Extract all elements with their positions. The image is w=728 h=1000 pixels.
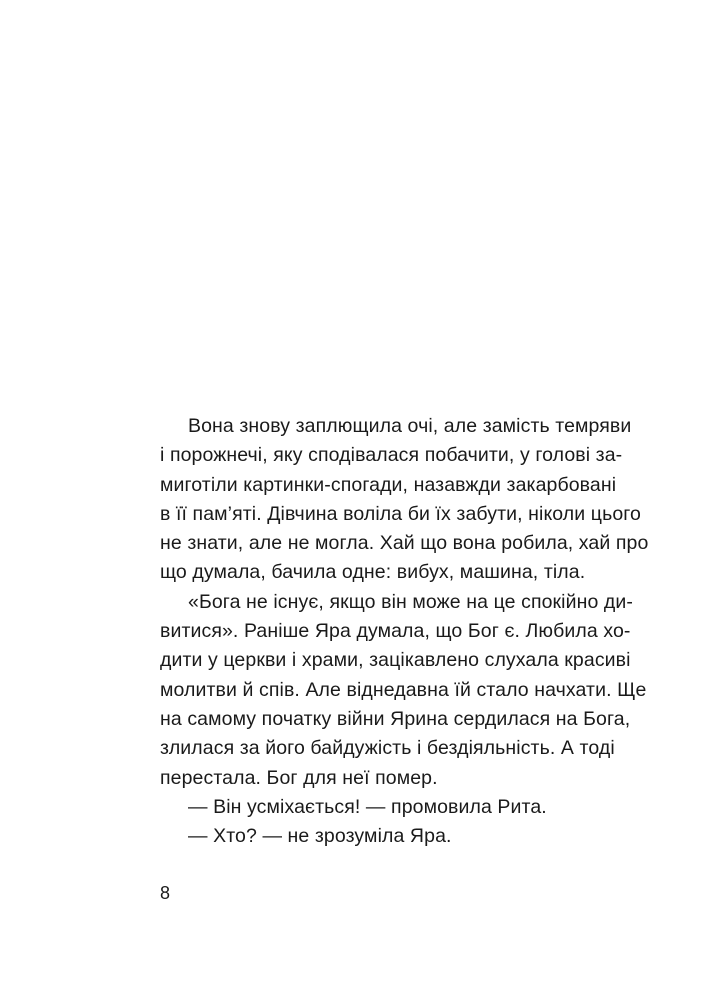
text-line: Вона знову заплющила очі, але замість темряви xyxy=(188,415,632,437)
text-line: витися». Раніше Яра думала, що Бог є. Любила хо- xyxy=(160,620,631,643)
text-line: — Хто? — не зрозуміла Яра. xyxy=(188,825,452,848)
text-line: «Бога не існує, якщо він може на це спокійно ди- xyxy=(188,590,633,613)
page-number: 8 xyxy=(160,883,171,903)
body-text xyxy=(160,412,649,851)
dialogue-line xyxy=(160,793,570,822)
text-line: молитви й спів. Але віднедавна їй стало начхати. Ще xyxy=(160,678,647,701)
text-line: — Він усміхається! — промовила Рита. xyxy=(188,795,547,818)
text-line: дити у церкви і храми, зацікавлено слухала красиві xyxy=(160,649,631,672)
text-line: і порожнечі, яку сподівалася побачити, у голові за- xyxy=(160,444,623,467)
text-line: перестала. Бог для неї помер. xyxy=(160,766,438,789)
paragraph xyxy=(160,412,649,588)
text-line: що думала, бачила одне: вибух, машина, тіла. xyxy=(160,561,586,584)
text-line: в її пам’яті. Дівчина воліла би їх забути, ніколи цього xyxy=(160,502,642,525)
text-line: не знати, але не могла. Хай що вона робила, хай про xyxy=(160,532,649,555)
text-line: миготіли картинки-спогади, назавжди закарбовані xyxy=(160,473,617,496)
dialogue-line xyxy=(160,822,570,851)
text-line: на самому початку війни Ярина сердилася на Бога, xyxy=(160,707,631,730)
paragraph xyxy=(160,588,647,793)
text-line: злилася за його байдужість і бездіяльність. А тоді xyxy=(160,737,615,760)
